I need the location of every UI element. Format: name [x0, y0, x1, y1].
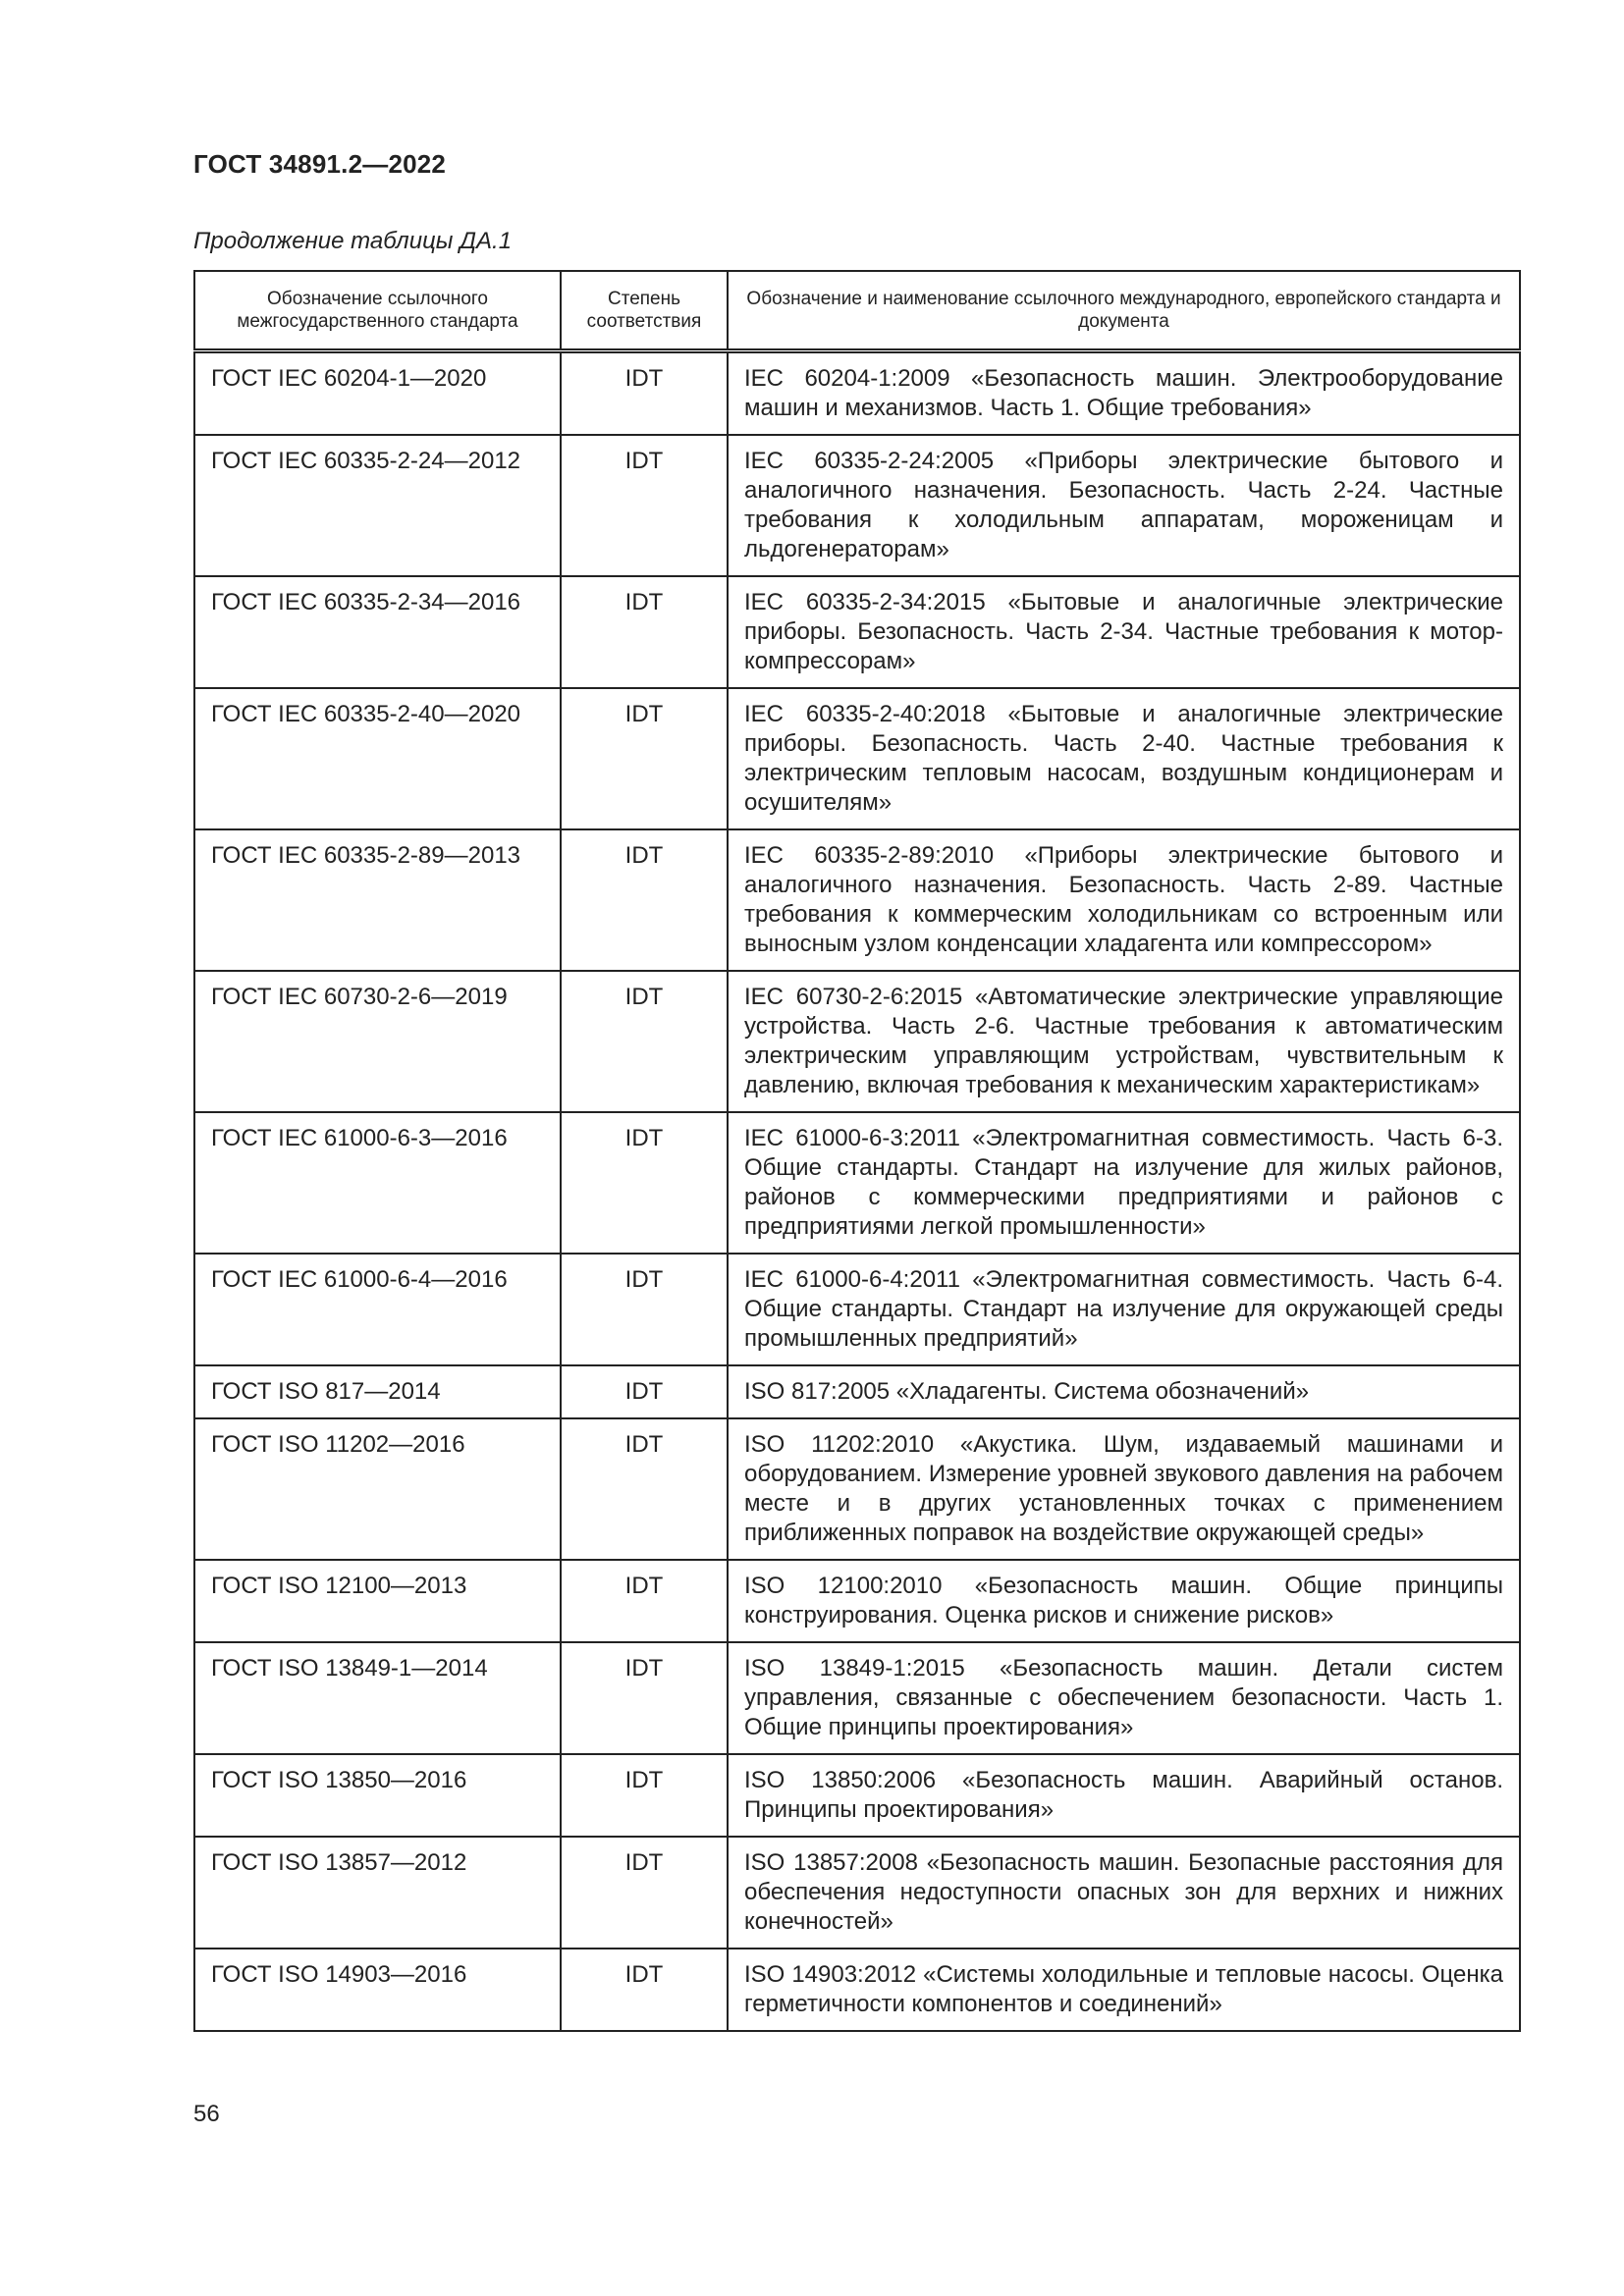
- cell-gost-designation: ГОСТ ISO 11202—2016: [194, 1418, 561, 1560]
- table-row: [194, 1112, 1520, 1254]
- cell-reference-standard: ISO 817:2005 «Хладагенты. Система обозначений»: [728, 1365, 1520, 1418]
- column-header-degree: Степень соответствия: [561, 271, 728, 351]
- column-header-reference: Обозначение и наименование ссылочного международного, европейского стандарта и документа: [728, 271, 1520, 351]
- cell-gost-designation: ГОСТ IEC 60335-2-89—2013: [194, 829, 561, 971]
- cell-gost-designation: ГОСТ ISO 13849-1—2014: [194, 1642, 561, 1754]
- cell-degree: IDT: [561, 1642, 728, 1754]
- cell-gost-designation: ГОСТ ISO 12100—2013: [194, 1560, 561, 1642]
- table-row: [194, 351, 1520, 436]
- cell-reference-standard: IEC 60204-1:2009 «Безопасность машин. Электрооборудование машин и механизмов. Часть 1. Общие требования»: [728, 351, 1520, 436]
- cell-reference-standard: IEC 60335-2-34:2015 «Бытовые и аналогичные электрические приборы. Безопасность. Часть 2-34. Частные требования к мотор-компрессорам»: [728, 576, 1520, 688]
- cell-reference-standard: IEC 61000-6-3:2011 «Электромагнитная совместимость. Часть 6-3. Общие стандарты. Стандарт на излучение для жилых районов, районов с коммерческими предприятиями и районов с предприятиями легкой промышленности»: [728, 1112, 1520, 1254]
- table-row: [194, 1418, 1520, 1560]
- cell-degree: IDT: [561, 1754, 728, 1837]
- column-header-gost: Обозначение ссылочного межгосударственного стандарта: [194, 271, 561, 351]
- table-row: [194, 1949, 1520, 2031]
- table-row: [194, 829, 1520, 971]
- cell-degree: IDT: [561, 1254, 728, 1365]
- page-number: 56: [193, 2101, 220, 2127]
- cell-gost-designation: ГОСТ IEC 60335-2-40—2020: [194, 688, 561, 829]
- table-row: [194, 1560, 1520, 1642]
- reference-standards-table: [193, 270, 1521, 2032]
- cell-reference-standard: IEC 60335-2-40:2018 «Бытовые и аналогичные электрические приборы. Безопасность. Часть 2-40. Частные требования к электрическим тепловым насосам, воздушным кондиционерам и осушителям»: [728, 688, 1520, 829]
- table-caption: Продолжение таблицы ДА.1: [193, 228, 513, 254]
- cell-degree: IDT: [561, 971, 728, 1112]
- table-row: [194, 1837, 1520, 1949]
- cell-gost-designation: ГОСТ IEC 60730-2-6—2019: [194, 971, 561, 1112]
- cell-gost-designation: ГОСТ IEC 60335-2-34—2016: [194, 576, 561, 688]
- cell-degree: IDT: [561, 1112, 728, 1254]
- cell-gost-designation: ГОСТ ISO 13850—2016: [194, 1754, 561, 1837]
- cell-degree: IDT: [561, 1418, 728, 1560]
- cell-degree: IDT: [561, 1837, 728, 1949]
- cell-reference-standard: ISO 14903:2012 «Системы холодильные и тепловые насосы. Оценка герметичности компонентов и соединений»: [728, 1949, 1520, 2031]
- cell-reference-standard: ISO 11202:2010 «Акустика. Шум, издаваемый машинами и оборудованием. Измерение уровней звукового давления на рабочем месте и в других установленных точках с применением приближенных поправок на воздействие окружающей среды»: [728, 1418, 1520, 1560]
- cell-gost-designation: ГОСТ ISO 14903—2016: [194, 1949, 561, 2031]
- cell-reference-standard: IEC 61000-6-4:2011 «Электромагнитная совместимость. Часть 6-4. Общие стандарты. Стандарт на излучение для окружающей среды промышленных предприятий»: [728, 1254, 1520, 1365]
- cell-degree: IDT: [561, 829, 728, 971]
- table-row: [194, 1365, 1520, 1418]
- document-number: ГОСТ 34891.2—2022: [193, 149, 447, 179]
- table-row: [194, 688, 1520, 829]
- cell-reference-standard: ISO 13850:2006 «Безопасность машин. Аварийный останов. Принципы проектирования»: [728, 1754, 1520, 1837]
- cell-gost-designation: ГОСТ ISO 13857—2012: [194, 1837, 561, 1949]
- cell-degree: IDT: [561, 1365, 728, 1418]
- cell-degree: IDT: [561, 1560, 728, 1642]
- cell-reference-standard: ISO 13857:2008 «Безопасность машин. Безопасные расстояния для обеспечения недоступности опасных зон для верхних и нижних конечностей»: [728, 1837, 1520, 1949]
- cell-reference-standard: IEC 60730-2-6:2015 «Автоматические электрические управляющие устройства. Часть 2-6. Частные требования к автоматическим электрическим управляющим устройствам, чувствительным к давлению, включая требования к механическим характеристикам»: [728, 971, 1520, 1112]
- cell-gost-designation: ГОСТ IEC 61000-6-3—2016: [194, 1112, 561, 1254]
- cell-gost-designation: ГОСТ ISO 817—2014: [194, 1365, 561, 1418]
- table-row: [194, 435, 1520, 576]
- table-row: [194, 1642, 1520, 1754]
- table-row: [194, 1254, 1520, 1365]
- cell-degree: IDT: [561, 351, 728, 436]
- cell-reference-standard: ISO 12100:2010 «Безопасность машин. Общие принципы конструирования. Оценка рисков и снижение рисков»: [728, 1560, 1520, 1642]
- table-row: [194, 971, 1520, 1112]
- cell-gost-designation: ГОСТ IEC 61000-6-4—2016: [194, 1254, 561, 1365]
- cell-reference-standard: IEC 60335-2-24:2005 «Приборы электрические бытового и аналогичного назначения. Безопасность. Часть 2-24. Частные требования к холодильным аппаратам, мороженицам и льдогенераторам»: [728, 435, 1520, 576]
- cell-gost-designation: ГОСТ IEC 60335-2-24—2012: [194, 435, 561, 576]
- table-row: [194, 1754, 1520, 1837]
- cell-reference-standard: ISO 13849-1:2015 «Безопасность машин. Детали систем управления, связанные с обеспечением безопасности. Часть 1. Общие принципы проектирования»: [728, 1642, 1520, 1754]
- cell-degree: IDT: [561, 688, 728, 829]
- table-row: [194, 576, 1520, 688]
- table-header-row: [194, 271, 1520, 351]
- cell-degree: IDT: [561, 435, 728, 576]
- cell-gost-designation: ГОСТ IEC 60204-1—2020: [194, 351, 561, 436]
- cell-degree: IDT: [561, 1949, 728, 2031]
- cell-reference-standard: IEC 60335-2-89:2010 «Приборы электрические бытового и аналогичного назначения. Безопасность. Часть 2-89. Частные требования к коммерческим холодильникам со встроенным или выносным узлом конденсации хладагента или компрессором»: [728, 829, 1520, 971]
- cell-degree: IDT: [561, 576, 728, 688]
